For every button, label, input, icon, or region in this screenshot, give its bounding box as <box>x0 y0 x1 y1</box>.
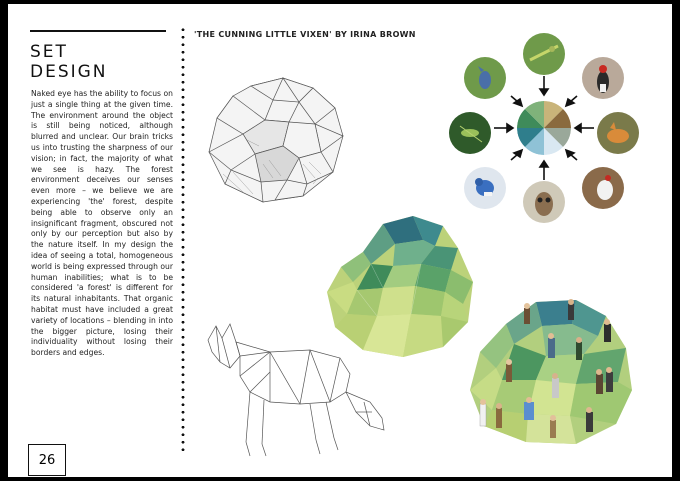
rooster-photo <box>582 167 624 209</box>
central-color-pie <box>517 101 571 155</box>
populated-model-with-characters <box>466 294 641 449</box>
owl-photo <box>523 181 565 223</box>
bird-photo <box>464 57 506 99</box>
section-heading: SET DESIGN <box>30 42 108 82</box>
pencil-sketch-structure <box>203 74 353 219</box>
document-page <box>8 4 672 477</box>
blue-jay-photo <box>464 167 506 209</box>
fox-photo <box>597 112 639 154</box>
grasshopper-photo <box>523 33 565 75</box>
woodpecker-photo <box>582 57 624 99</box>
body-paragraph: Naked eye has the ability to focus on just a single thing at the given time. The environment around the object is still being noticed, although blurred and unclear. Our brain tricks us into trusting the sharpness of our vision; in fact, the majority of what we see is hazy. The forest environment deceives our senses even more – we believe we are experiencing 'the' forest, despite being able to observe only an insignificant fragment, obscured not only by our perception but also by the nature itself. In my design the idea of seeing a total, homogeneous world is being expressed through our human inabilities; what is to be considered 'a forest' is different for its natural inhabitants. That organic habitat must have included a great variety of locations – blending in into the bigger picture, losing their individuality without losing their borders and edges. <box>31 89 173 358</box>
top-rule <box>30 30 166 32</box>
page-title: 'THE CUNNING LITTLE VIXEN' BY IRINA BROWN <box>194 30 416 39</box>
fox-wireframe-drawing <box>200 322 390 462</box>
cricket-photo <box>449 112 491 154</box>
page-number: 26 <box>28 444 66 476</box>
photo-wheel-diagram <box>448 32 638 222</box>
dotted-divider <box>181 26 185 456</box>
